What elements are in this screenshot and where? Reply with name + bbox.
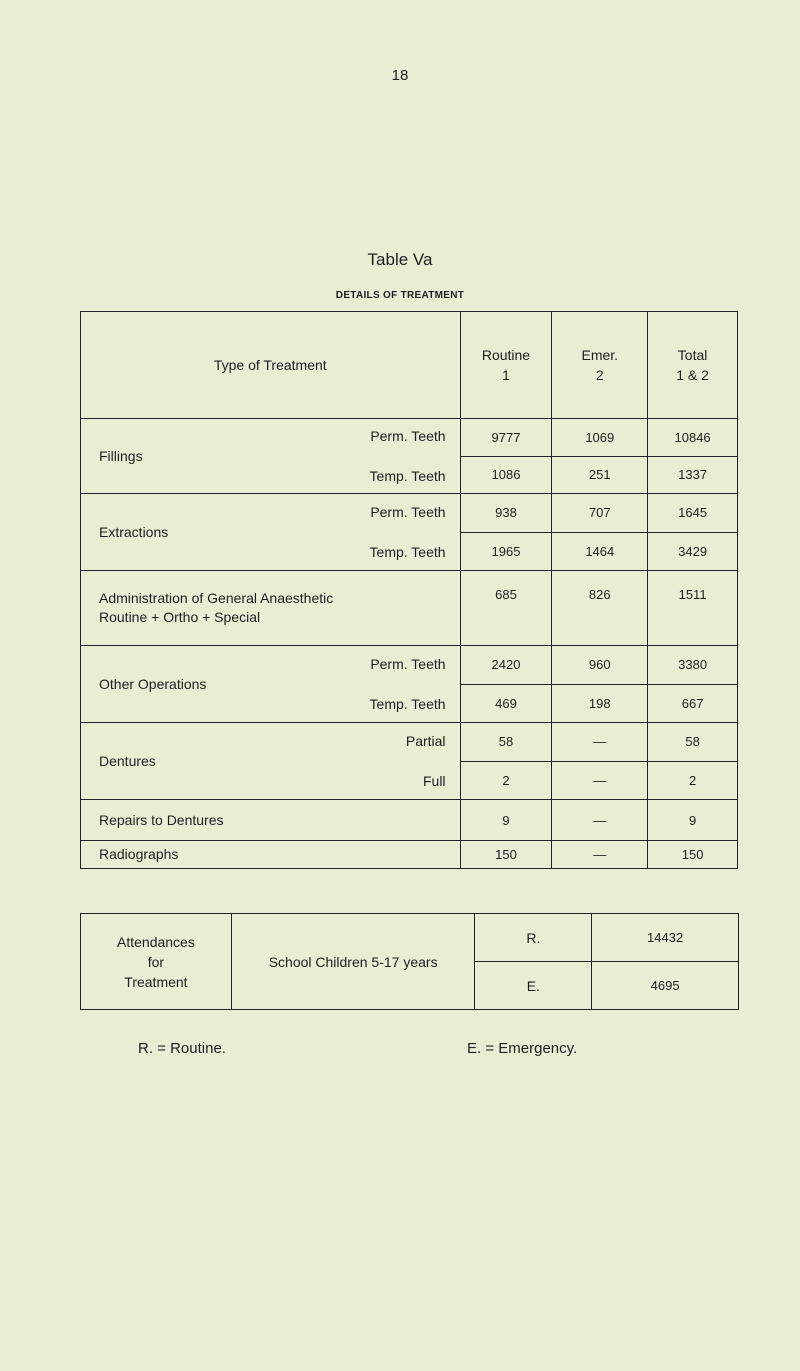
- total-cell: 10846: [648, 419, 737, 457]
- table-row: [81, 419, 738, 494]
- total-cell: 667: [681, 696, 704, 711]
- table-subtitle: DETAILS OF TREATMENT: [335, 290, 465, 301]
- attendance-group-label: School Children 5-17 years: [231, 914, 475, 1010]
- total-cell: 3429: [678, 544, 708, 559]
- row-label-extractions: [81, 494, 461, 571]
- emergency-cell: 707: [552, 494, 647, 533]
- header-type-of-treatment: Type of Treatment: [81, 312, 461, 419]
- attendance-table: [80, 913, 739, 1010]
- emergency-cell-group: [552, 419, 648, 494]
- category-label: Other Operations: [99, 676, 207, 692]
- total-cell: 1645: [648, 494, 737, 533]
- emergency-cell-group: [552, 723, 648, 800]
- header-routine: Routine 1: [460, 312, 552, 419]
- total-cell: 9: [648, 800, 738, 841]
- total-cell: 3380: [648, 646, 737, 685]
- routine-cell-group: [460, 419, 552, 494]
- table-row: [81, 841, 738, 869]
- sub-label: Perm. Teeth: [370, 504, 446, 520]
- emergency-cell: —: [552, 841, 648, 869]
- sub-label: Temp. Teeth: [369, 696, 446, 712]
- emergency-cell: 960: [552, 646, 647, 685]
- header-emergency: Emer. 2: [552, 312, 648, 419]
- sub-label: Full: [422, 773, 446, 789]
- category-label: Dentures: [99, 753, 156, 769]
- sub-label: Perm. Teeth: [370, 656, 446, 672]
- total-cell-group: [648, 646, 738, 723]
- table-header-row: [81, 312, 738, 419]
- footnote-routine: R. = Routine.: [138, 1040, 226, 1057]
- row-label-anaesthetic: Administration of General Anaesthetic Routine + Ortho + Special: [81, 571, 461, 646]
- total-cell-group: [648, 494, 738, 571]
- sub-label: Temp. Teeth: [369, 468, 446, 484]
- emergency-cell: 1069: [552, 419, 647, 457]
- table-title: Table Va: [367, 250, 433, 269]
- emergency-cell: —: [593, 773, 607, 788]
- total-cell-group: [648, 419, 738, 494]
- routine-cell: 2: [502, 773, 510, 788]
- routine-cell: 150: [460, 841, 552, 869]
- row-label-other-operations: [81, 646, 461, 723]
- row-label-radiographs: Radiographs: [81, 841, 461, 869]
- total-cell: 150: [648, 841, 738, 869]
- table-row: [81, 723, 738, 800]
- emergency-cell: —: [552, 800, 648, 841]
- total-cell-group: [648, 723, 738, 800]
- emergency-cell: 198: [588, 696, 611, 711]
- emergency-cell-group: [552, 494, 648, 571]
- attendance-label: Attendances for Treatment: [81, 914, 232, 1010]
- table-row: [81, 800, 738, 841]
- row-label-dentures: [81, 723, 461, 800]
- attendance-value: 14432: [592, 914, 739, 962]
- routine-cell: 9777: [461, 419, 552, 457]
- emergency-cell-group: [552, 646, 648, 723]
- category-label: Fillings: [99, 448, 143, 464]
- attendance-code: E.: [475, 962, 592, 1010]
- treatment-details-table: [80, 311, 738, 869]
- row-label-fillings: [81, 419, 461, 494]
- routine-cell: 1086: [491, 467, 521, 482]
- row-label-repairs: Repairs to Dentures: [81, 800, 461, 841]
- footnote-emergency: E. = Emergency.: [467, 1040, 578, 1057]
- header-total: Total 1 & 2: [648, 312, 738, 419]
- routine-cell: 9: [460, 800, 552, 841]
- category-label: Extractions: [99, 524, 169, 540]
- total-cell: 58: [648, 723, 737, 762]
- total-cell: 1511: [648, 571, 738, 646]
- attendance-code: R.: [475, 914, 592, 962]
- emergency-cell: 1464: [585, 544, 615, 559]
- routine-cell: 1965: [491, 544, 521, 559]
- emergency-cell: 826: [552, 571, 648, 646]
- routine-cell-group: [460, 494, 552, 571]
- table-row: [81, 571, 738, 646]
- attendance-row: [81, 914, 739, 962]
- routine-cell: 938: [461, 494, 552, 533]
- sub-label: Temp. Teeth: [369, 544, 446, 560]
- page-number: 18: [391, 67, 409, 84]
- routine-cell: 58: [461, 723, 552, 762]
- total-cell: 1337: [678, 467, 708, 482]
- table-row: [81, 646, 738, 723]
- routine-cell: 469: [495, 696, 517, 711]
- sub-label: Partial: [405, 733, 446, 749]
- routine-cell: 2420: [461, 646, 552, 685]
- routine-cell-group: [460, 646, 552, 723]
- sub-label: Perm. Teeth: [370, 428, 446, 444]
- attendance-value: 4695: [592, 962, 739, 1010]
- emergency-cell: 251: [588, 467, 611, 482]
- total-cell: 2: [688, 773, 697, 788]
- emergency-cell: —: [552, 723, 647, 762]
- routine-cell-group: [460, 723, 552, 800]
- table-row: [81, 494, 738, 571]
- routine-cell: 685: [460, 571, 552, 646]
